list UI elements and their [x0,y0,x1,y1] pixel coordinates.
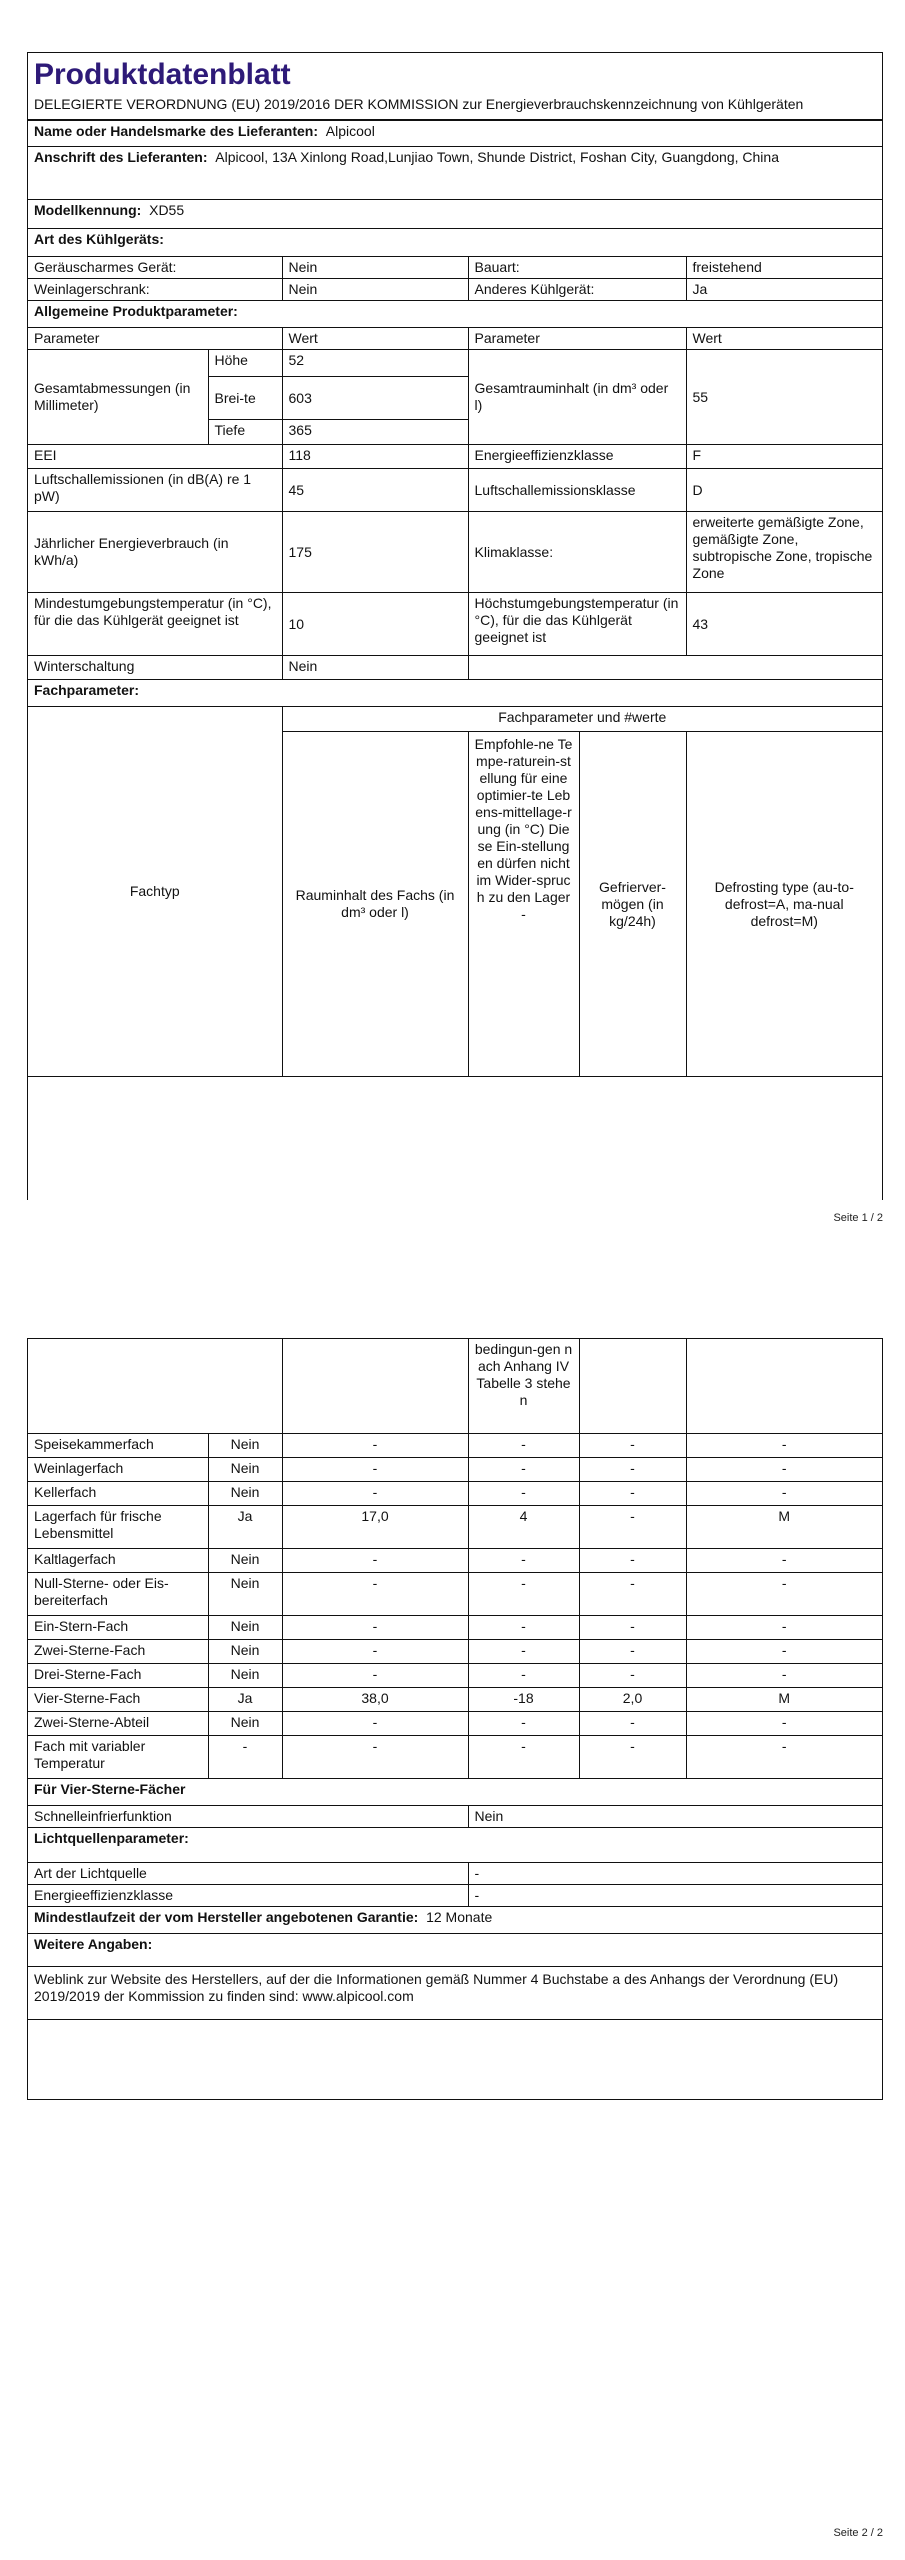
light-row [28,1863,882,1885]
param-value: erweiterte gemäßigte Zone, gemäßigte Zone, subtropische Zone, tropische Zone [686,512,882,593]
compartment-defrost: - [686,1616,882,1640]
compartment-group-header: Fachparameter und #werte [282,707,882,732]
compartment-present: - [208,1736,282,1779]
compartment-name: Fach mit variabler Temperatur [28,1736,208,1779]
compartment-present: Nein [208,1458,282,1482]
supplier-table [28,120,882,257]
dimension-name: Höhe [208,350,282,377]
model-value: XD55 [149,202,185,218]
compartment-row [28,1458,882,1482]
quick-freeze-value: Nein [468,1806,882,1828]
dimensions-label: Gesamtabmessungen (in Millimeter) [28,350,208,445]
compartment-present: Nein [208,1482,282,1506]
compartment-present: Nein [208,1664,282,1688]
compartment-section-row [28,680,882,707]
type-section-row [28,229,882,257]
compartment-section-heading: Fachparameter: [28,680,882,707]
compartment-present: Nein [208,1549,282,1573]
compartment-present: Nein [208,1640,282,1664]
light-label: Energieeffizienzklasse [28,1885,468,1907]
empty-cell [579,1339,686,1434]
compartment-temperature: - [468,1458,579,1482]
regulation-subtitle: DELEGIERTE VERORDNUNG (EU) 2019/2016 DER KOMMISSION zur Energieverbrauchskennzeichnung von Kühlgeräten [28,95,882,120]
compartment-freeze: - [579,1640,686,1664]
compartment-temperature: - [468,1664,579,1688]
compartment-freeze: - [579,1736,686,1779]
compartment-row [28,1573,882,1616]
param-label: Luftschallemissionen (in dB(A) re 1 pW) [28,469,282,512]
type-label: Weinlagerschrank: [28,279,282,301]
compartment-temperature: -18 [468,1688,579,1712]
param-label: Jährlicher Energieverbrauch (in kWh/a) [28,512,282,593]
compartment-rows [28,1434,882,1779]
light-value: - [468,1885,882,1907]
type-row [28,279,882,301]
compartment-defrost: - [686,1664,882,1688]
compartment-present: Ja [208,1506,282,1549]
compartment-row [28,1482,882,1506]
supplier-address-row [28,147,882,200]
total-volume-value: 55 [686,350,882,445]
supplier-address-label: Anschrift des Lieferanten: [34,149,208,165]
compartment-header-table [28,706,882,1077]
compartment-freeze: - [579,1664,686,1688]
compartment-temperature: - [468,1549,579,1573]
type-value: freistehend [686,257,882,279]
compartment-header-continued [28,1339,882,1434]
model-row [28,200,882,229]
compartment-volume: - [282,1549,468,1573]
compartment-present: Nein [208,1434,282,1458]
value-header: Wert [282,328,468,350]
light-section-heading: Lichtquellenparameter: [28,1828,882,1863]
light-section-row [28,1828,882,1863]
four-star-section-heading: Für Vier-Sterne-Fächer [28,1779,882,1806]
empty-cell [28,1339,282,1434]
type-table [28,256,882,328]
compartment-name: Drei-Sterne-Fach [28,1664,208,1688]
compartment-present: Nein [208,1573,282,1616]
temperature-header-continued: bedingun-gen nach Anhang IV Tabelle 3 stehen [468,1339,579,1434]
compartment-temperature: - [468,1736,579,1779]
type-row [28,257,882,279]
compartment-freeze: 2,0 [579,1688,686,1712]
volume-header: Rauminhalt des Fachs (in dm³ oder l) [282,732,468,1077]
compartment-temperature: - [468,1640,579,1664]
compartment-temperature: - [468,1434,579,1458]
compartment-defrost: M [686,1506,882,1549]
compartment-defrost: - [686,1640,882,1664]
param-value: F [686,445,882,469]
compartment-volume: - [282,1712,468,1736]
general-section-row [28,301,882,328]
compartment-freeze: - [579,1573,686,1616]
param-header: Parameter [468,328,686,350]
compartment-freeze: - [579,1549,686,1573]
compartment-row [28,1712,882,1736]
compartment-volume: - [282,1573,468,1616]
param-label: Mindestumgebungstemperatur (in °C), für die das Kühlgerät geeignet ist [28,593,282,656]
compartment-freeze: - [579,1434,686,1458]
dimension-value: 365 [282,420,468,445]
general-row [28,445,882,469]
value-header: Wert [686,328,882,350]
compartment-temperature: - [468,1712,579,1736]
weblink-text: Weblink zur Website des Herstellers, auf der die Informationen gemäß Nummer 4 Buchstabe a des Anhangs der Verordnung (EU) 2019/2019 der Kommission zu finden sind: www.alpicool.com [28,1967,882,2020]
fachtyp-header: Fachtyp [28,707,282,1077]
compartment-present: Nein [208,1712,282,1736]
more-section-heading: Weitere Angaben: [28,1934,882,1967]
compartment-name: Speisekammerfach [28,1434,208,1458]
general-row [28,512,882,593]
empty-cell [282,1339,468,1434]
warranty-value: 12 Monate [426,1909,493,1925]
page-number: Seite 1 / 2 [833,1212,883,1224]
param-value: D [686,469,882,512]
compartment-temperature: - [468,1616,579,1640]
winter-label: Winterschaltung [28,656,282,680]
compartment-name: Lagerfach für frische Lebensmittel [28,1506,208,1549]
compartment-freeze: - [579,1482,686,1506]
compartment-present: Ja [208,1688,282,1712]
page-number: Seite 2 / 2 [833,2527,883,2539]
param-value: 175 [282,512,468,593]
light-row [28,1885,882,1907]
light-label: Art der Lichtquelle [28,1863,468,1885]
page-1 [27,52,883,1200]
dimension-row [28,350,882,377]
supplier-name-row [28,121,882,147]
compartment-volume: - [282,1640,468,1664]
total-volume-label: Gesamtrauminhalt (in dm³ oder l) [468,350,686,445]
compartment-temperature: - [468,1573,579,1616]
compartment-row [28,1616,882,1640]
compartment-row [28,1664,882,1688]
compartment-defrost: - [686,1736,882,1779]
empty-cell [468,656,882,680]
compartment-defrost: - [686,1482,882,1506]
warranty-row [28,1907,882,1934]
model-label: Modellkennung: [34,202,142,218]
type-value: Ja [686,279,882,301]
param-header: Parameter [28,328,282,350]
compartment-name: Null-Sterne- oder Eis-bereiterfach [28,1573,208,1616]
warranty-label: Mindestlaufzeit der vom Hersteller angebotenen Garantie: [34,1909,419,1925]
compartment-volume: - [282,1434,468,1458]
type-section-heading: Art des Kühlgeräts: [28,229,882,257]
param-label: Höchstumgebungstemperatur (in °C), für die das Kühlgerät geeignet ist [468,593,686,656]
compartment-row [28,1736,882,1779]
compartment-defrost: - [686,1549,882,1573]
param-label: EEI [28,445,282,469]
compartment-defrost: M [686,1688,882,1712]
param-value: 43 [686,593,882,656]
general-header-row [28,328,882,350]
compartment-row [28,1549,882,1573]
dimension-name: Tiefe [208,420,282,445]
compartment-name: Vier-Sterne-Fach [28,1688,208,1712]
param-label: Energieeffizienzklasse [468,445,686,469]
compartment-volume: - [282,1616,468,1640]
compartment-name: Ein-Stern-Fach [28,1616,208,1640]
winter-row [28,656,882,680]
compartment-table [28,1339,882,2020]
param-label: Klimaklasse: [468,512,686,593]
freeze-header: Gefrierver-mögen (in kg/24h) [579,732,686,1077]
param-label: Luftschallemissionsklasse [468,469,686,512]
compartment-volume: 17,0 [282,1506,468,1549]
dimension-value: 52 [282,350,468,377]
page-title: Produktdatenblatt [34,58,291,91]
type-value: Nein [282,279,468,301]
compartment-freeze: - [579,1458,686,1482]
dimension-value: 603 [282,377,468,420]
param-value: 45 [282,469,468,512]
empty-cell [686,1339,882,1434]
weblink-row [28,1967,882,2020]
compartment-name: Kaltlagerfach [28,1549,208,1573]
compartment-volume: - [282,1736,468,1779]
param-value: 118 [282,445,468,469]
compartment-defrost: - [686,1434,882,1458]
compartment-group-row [28,707,882,732]
supplier-name-label: Name oder Handelsmarke des Lieferanten: [34,123,318,139]
page-2 [27,1338,883,2100]
supplier-name-value: Alpicool [325,123,375,139]
compartment-freeze: - [579,1616,686,1640]
quick-freeze-row [28,1806,882,1828]
type-label: Geräuscharmes Gerät: [28,257,282,279]
compartment-defrost: - [686,1573,882,1616]
compartment-row [28,1506,882,1549]
compartment-present: Nein [208,1616,282,1640]
compartment-name: Weinlagerfach [28,1458,208,1482]
defrost-header: Defrosting type (au-to-defrost=A, ma-nual defrost=M) [686,732,882,1077]
compartment-defrost: - [686,1458,882,1482]
param-value: 10 [282,593,468,656]
compartment-volume: - [282,1664,468,1688]
compartment-freeze: - [579,1712,686,1736]
four-star-section-row [28,1779,882,1806]
type-label: Bauart: [468,257,686,279]
type-label: Anderes Kühlgerät: [468,279,686,301]
general-row [28,469,882,512]
quick-freeze-label: Schnelleinfrierfunktion [28,1806,468,1828]
dimension-name: Brei-te [208,377,282,420]
compartment-row [28,1688,882,1712]
compartment-row [28,1434,882,1458]
light-value: - [468,1863,882,1885]
winter-value: Nein [282,656,468,680]
temperature-header: Empfohle-ne Tempe-raturein-stellung für eine optimier-te Lebens-mittellage-rung (in °C) Diese Ein-stellungen dürfen nicht im Wider-spruch zu den Lager- [468,732,579,1077]
compartment-name: Zwei-Sterne-Abteil [28,1712,208,1736]
compartment-name: Kellerfach [28,1482,208,1506]
type-value: Nein [282,257,468,279]
supplier-address-value: Alpicool, 13A Xinlong Road,Lunjiao Town, Shunde District, Foshan City, Guangdong, China [215,149,779,165]
compartment-defrost: - [686,1712,882,1736]
compartment-name: Zwei-Sterne-Fach [28,1640,208,1664]
general-row [28,593,882,656]
more-section-row [28,1934,882,1967]
general-params-table [28,327,882,707]
compartment-volume: - [282,1458,468,1482]
compartment-row [28,1640,882,1664]
compartment-volume: - [282,1482,468,1506]
general-section-heading: Allgemeine Produktparameter: [28,301,882,328]
compartment-freeze: - [579,1506,686,1549]
compartment-temperature: - [468,1482,579,1506]
compartment-volume: 38,0 [282,1688,468,1712]
compartment-temperature: 4 [468,1506,579,1549]
